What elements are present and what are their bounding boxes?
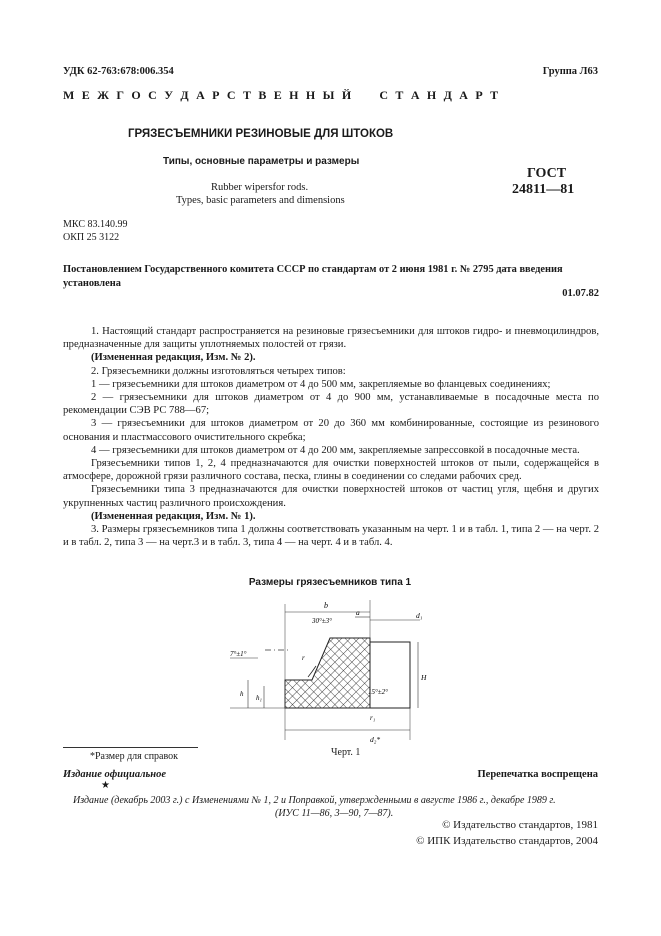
figure-caption: Черт. 1 <box>331 747 361 758</box>
mks-code: МКС 83.140.99 <box>63 219 128 230</box>
type-2-description: 2 — грязесъемники для штоков диаметром от 4 до 900 мм, устанавливаемые в посадочные места по рекомендации СЭВ РС 788—67; <box>63 392 599 417</box>
footnote-rule <box>63 747 198 748</box>
type-1-description: 1 — грязесъемники для штоков диаметром от 4 до 500 мм, закрепляемые во фланцевых соединениях; <box>91 378 551 390</box>
copyright-1981: © Издательство стандартов, 1981 <box>442 819 598 831</box>
dim-h1: h₁ <box>256 694 262 702</box>
footnote: *Размер для справок <box>90 751 178 762</box>
document-subtitle: Типы, основные параметры и размеры <box>163 156 360 167</box>
wiper-cross-section <box>285 638 410 708</box>
paragraph-2: 2. Грязесъемники должны изготовляться четырех типов: <box>91 365 346 377</box>
dim-H: H <box>421 673 427 682</box>
gost-label: ГОСТ <box>527 166 567 181</box>
type-3-description: 3 — грязесъемники для штоков диаметром от 20 до 360 мм комбинированные, состоящие из резинового основания и пластмассового очистительного скребка; <box>63 418 599 443</box>
english-title-2: Types, basic parameters and dimensions <box>176 195 345 206</box>
okp-code: ОКП 25 3122 <box>63 232 120 243</box>
standard-banner: М Е Ж Г О С У Д А Р С Т В Е Н Н Ы Й С Т А Н Д А Р Т <box>63 88 501 102</box>
dim-r: r <box>302 654 305 662</box>
dim-b: b <box>324 601 328 610</box>
amendment-note-2: (Измененная редакция, Изм. № 2). <box>91 352 256 364</box>
group-code: Группа Л63 <box>542 66 598 77</box>
star-mark: ★ <box>101 780 110 791</box>
paragraph-3: 3. Размеры грязесъемников типа 1 должны соответствовать указанным на черт. 1 и в табл. 1, типа 2 — на черт. 2 и в табл. 2, типа 3 — на черт.3 и в табл. 3, типа 4 — на черт. 4 и в табл. 4. <box>63 524 599 549</box>
decree-text: Постановлением Государственного комитета СССР по стандартам от 2 июня 1981 г. № 2795 дата введения установлена <box>63 264 563 289</box>
dim-a: a <box>356 608 360 617</box>
english-title-1: Rubber wipersfor rods. <box>211 182 309 193</box>
standard-body <box>63 325 599 549</box>
dim-d2: d₂* <box>370 735 381 744</box>
copyright-2004: © ИПК Издательство стандартов, 2004 <box>416 835 598 847</box>
reprint-prohibited: Перепечатка воспрещена <box>477 769 598 780</box>
official-edition: Издание официальное <box>63 769 167 780</box>
dim-h: h <box>240 690 244 698</box>
paragraph-1: 1. Настоящий стандарт распространяется на резиновые грязесъемники для штоков гидро- и пневмоцилиндров, предназначенные для защиты уплотняемых полостей от грязи. <box>63 326 599 351</box>
angle-top: 30°±3° <box>312 617 332 625</box>
edition-info: Издание (декабрь 2003 г.) с Изменениями № 1, 2 и Поправкой, утвержденными в августе 1986 г., декабре 1989 г. <box>73 795 556 806</box>
angle-left: 7°±1° <box>230 650 247 658</box>
ius-info: (ИУС 11—86, 3—90, 7—87). <box>275 808 394 819</box>
gost-number: 24811—81 <box>512 182 575 197</box>
figure-title: Размеры грязесъемников типа 1 <box>248 577 412 588</box>
angle-right: 15°±2° <box>368 688 388 696</box>
type-4-description: 4 — грязесъемники для штоков диаметром от 4 до 200 мм, закрепляемые запрессовкой в посадочные места. <box>91 444 580 456</box>
amendment-note-1: (Измененная редакция, Изм. № 1). <box>91 510 256 522</box>
wiper-drawing <box>220 590 440 750</box>
paragraph-types-124: Грязесъемники типов 1, 2, 4 предназначаются для очистки поверхностей штоков от пыли, содержащейся в атмосфере, дорожной грязи различного состава, песка, глины в соединении со следами рабочих сред. <box>63 458 599 483</box>
paragraph-type-3: Грязесъемники типа 3 предназначаются для очистки поверхностей штоков от частиц угля, щебня и других укрупненных частиц различного происхождения. <box>63 484 599 509</box>
dim-r1: r₁ <box>370 714 376 722</box>
document-title: ГРЯЗЕСЪЕМНИКИ РЕЗИНОВЫЕ ДЛЯ ШТОКОВ <box>128 128 394 140</box>
introduction-date: 01.07.82 <box>562 288 599 299</box>
udk-code: УДК 62-763:678:006.354 <box>63 66 174 77</box>
dim-d1: d₁ <box>416 611 423 620</box>
